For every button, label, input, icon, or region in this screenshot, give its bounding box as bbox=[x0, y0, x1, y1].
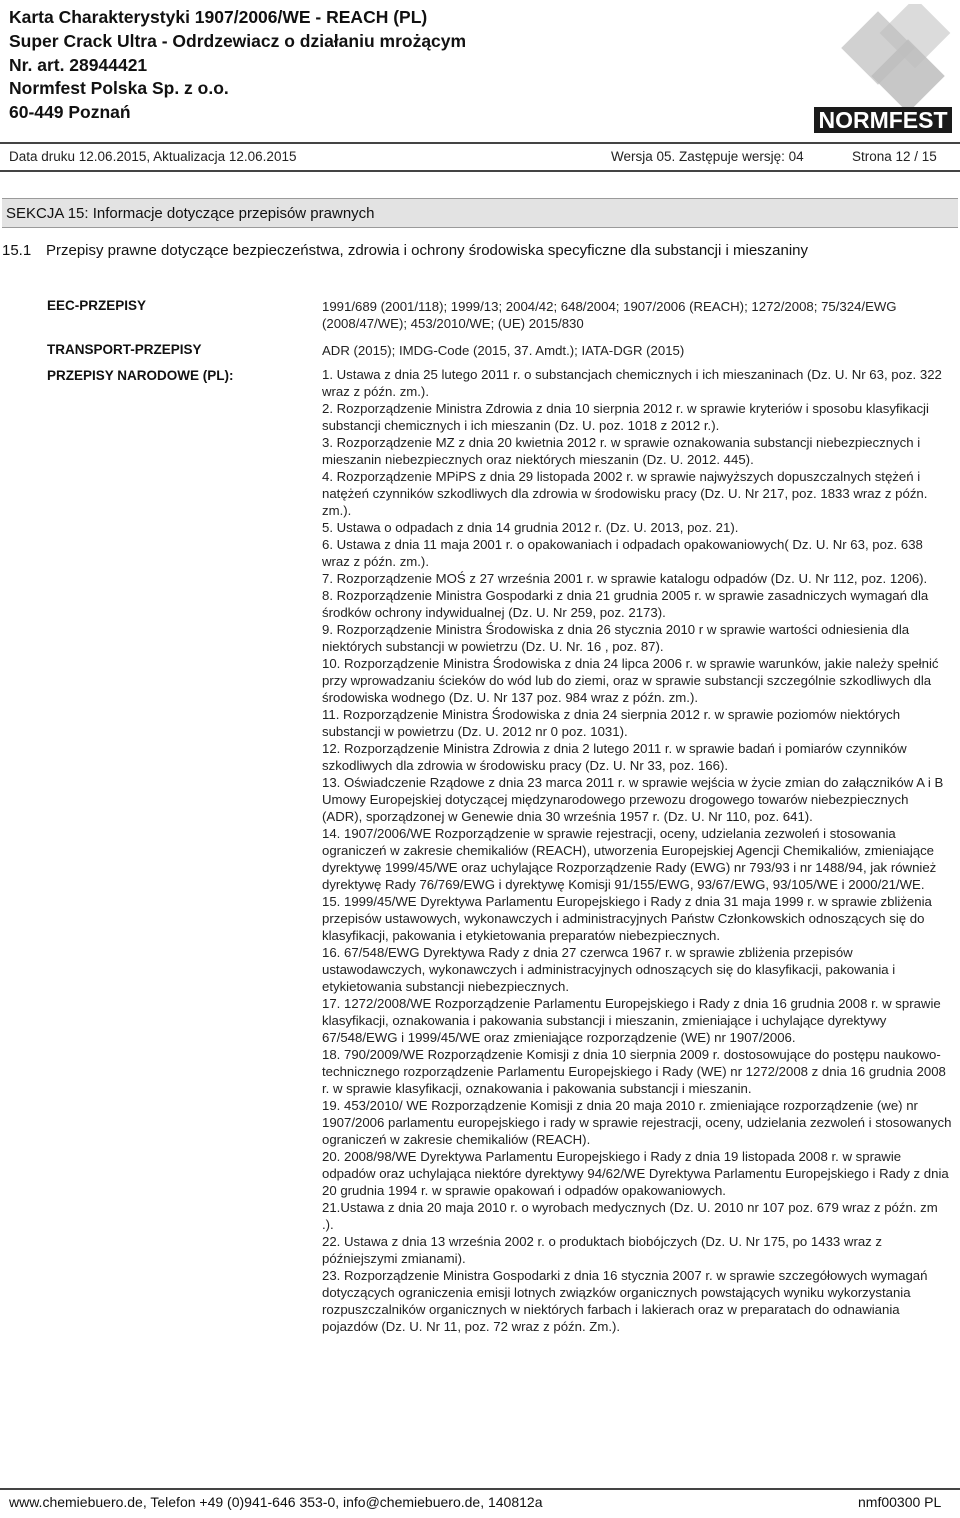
regulation-item: 4. Rozporządzenie MPiPS z dnia 29 listopada 2002 r. w sprawie najwyższych dopuszczalnych stężeń i natężeń czynników szkodliwych dla zdrowia w środowisku pracy (Dz. U. Nr 217, poz. 1833 wraz z późn. zm.). bbox=[322, 469, 928, 518]
eec-value: 1991/689 (2001/118); 1999/13; 2004/42; 648/2004; 1907/2006 (REACH); 1272/2008; 75/324/EWG (2008/47/WE); 453/2010/WE; (UE) 2015/830 bbox=[322, 299, 897, 331]
meta-divider bbox=[0, 170, 960, 172]
article-number: Nr. art. 28944421 bbox=[9, 54, 148, 75]
section-title: SEKCJA 15: Informacje dotyczące przepisów prawnych bbox=[6, 205, 375, 222]
document-title: Karta Charakterystyki 1907/2006/WE - REACH (PL) bbox=[9, 7, 428, 27]
regulation-item: 9. Rozporządzenie Ministra Środowiska z dnia 26 stycznia 2010 r w sprawie wartości odniesienia dla niektórych substancji w powietrzu (Dz. U. Nr. 16 , poz. 87). bbox=[322, 622, 910, 654]
regulation-item: 11. Rozporządzenie Ministra Środowiska z dnia 24 sierpnia 2012 r. w sprawie poziomów niektórych substancji w powietrzu (Dz. U. 2012 nr 0 poz. 1031). bbox=[322, 707, 901, 739]
transport-value: ADR (2015); IMDG-Code (2015, 37. Amdt.); IATA-DGR (2015) bbox=[322, 343, 685, 358]
regulation-item: 5. Ustawa o odpadach z dnia 14 grudnia 2012 r. (Dz. U. 2013, poz. 21). bbox=[322, 520, 739, 535]
regulation-item: 21.Ustawa z dnia 20 maja 2010 r. o wyrobach medycznych (Dz. U. 2010 nr 107 poz. 679 wraz z późn. zm .). bbox=[322, 1200, 938, 1232]
page-number: Strona 12 / 15 bbox=[852, 149, 937, 164]
regulation-item: 3. Rozporządzenie MZ z dnia 20 kwietnia 2012 r. w sprawie oznakowania substancji niebezpiecznych i mieszanin niebezpiecznych oraz niektórych mieszanin (Dz. U. 2012. 445). bbox=[322, 435, 921, 467]
regulation-item: 22. Ustawa z dnia 13 września 2002 r. o produktach biobójczych (Dz. U. Nr 175, po 1433 wraz z późniejszymi zmianami). bbox=[322, 1234, 883, 1266]
version-info: Wersja 05. Zastępuje wersję: 04 bbox=[611, 149, 804, 164]
regulation-item: 23. Rozporządzenie Ministra Gospodarki z dnia 16 stycznia 2007 r. w sprawie szczegółowych wymagań dotyczących ograniczenia emisji lotnych związków organicznych powstających wyniku wykorzystania rozpuszczalników organicznych w niektórych farbach i lakierach oraz w preparatach do odnawiania pojazdów (Dz. U. Nr 11, poz. 72 wraz z późn. Zm.). bbox=[322, 1268, 928, 1334]
regulation-item: 7. Rozporządzenie MOŚ z 27 września 2001 r. w sprawie katalogu odpadów (Dz. U. Nr 112, poz. 1206). bbox=[322, 571, 928, 586]
product-name: Super Crack Ultra - Odrdzewiacz o działaniu mrożącym bbox=[9, 30, 467, 51]
regulation-item: 8. Rozporządzenie Ministra Gospodarki z dnia 21 grudnia 2005 r. w sprawie zasadniczych wymagań dla środków ochrony indywidualnej (Dz. U. Nr 259, poz. 2173). bbox=[322, 588, 929, 620]
normfest-logo-graphic bbox=[812, 4, 954, 136]
regulation-item: 17. 1272/2008/WE Rozporządzenie Parlamentu Europejskiego i Rady z dnia 16 grudnia 2008 r. w sprawie klasyfikacji, oznakowania i pakowania substancji i mieszanin, zmieniające i uchylające dyrektywy 67/548/EWG i 1999/45/WE oraz zmieniające rozporządzenie (WE) nr 1907/2006. bbox=[322, 996, 941, 1045]
regulation-item: 18. 790/2009/WE Rozporządzenie Komisji z dnia 10 sierpnia 2009 r. dostosowujące do postępu naukowo-technicznego rozporządzenie Parlamentu Europejskiego i Rady (WE) nr 1272/2008 z dnia 16 grudnia 2008 r. w sprawie klasyfikacji, oznakowania i pakowania substancji i mieszanin. bbox=[322, 1047, 946, 1096]
regulation-item: 12. Rozporządzenie Ministra Zdrowia z dnia 2 lutego 2011 r. w sprawie badań i pomiarów czynników szkodliwych dla zdrowia w środowisku pracy (Dz. U. Nr 33, poz. 166). bbox=[322, 741, 907, 773]
document-header bbox=[9, 6, 789, 125]
footer-divider bbox=[0, 1488, 960, 1490]
regulation-item: 16. 67/548/EWG Dyrektywa Rady z dnia 27 czerwca 1967 r. w sprawie zbliżenia przepisów ustawodawczych, wykonawczych i administracyjnych odnoszących się do klasyfikacji, pakowania i etykietowania substancji niebezpiecznych. bbox=[322, 945, 896, 994]
print-date: Data druku 12.06.2015, Aktualizacja 12.06.2015 bbox=[9, 149, 297, 164]
regulation-item: 2. Rozporządzenie Ministra Zdrowia z dnia 10 sierpnia 2012 r. w sprawie kryteriów i sposobu klasyfikacji substancji chemicznych i ich mieszanin (Dz. U. poz. 1018 z 2012 r.). bbox=[322, 401, 929, 433]
company-city: 60-449 Poznań bbox=[9, 102, 131, 123]
logo-text: NORMFEST bbox=[818, 107, 948, 133]
regulation-item: 14. 1907/2006/WE Rozporządzenie w sprawie rejestracji, oceny, udzielania zezwoleń i stosowania ograniczeń w zakresie chemikaliów (REACH), utworzenia Europejskiej Agencji Chemikaliów, zmieniające dyrektywę 1999/45/WE oraz uchylające Rozporządzenie Rady (EWG) nr 793/93 i nr 1488/94, jak również dyrektywę Rady 76/769/EWG i dyrektywę Komisji 91/155/EWG, 93/67/EWG, 93/105/WE i 2000/21/WE. bbox=[322, 826, 937, 892]
subsection-number: 15.1 bbox=[2, 242, 32, 259]
company-name: Normfest Polska Sp. z o.o. bbox=[9, 78, 229, 99]
regulation-item: 20. 2008/98/WE Dyrektywa Parlamentu Europejskiego i Rady z dnia 19 listopada 2008 r. w sprawie odpadów oraz uchylająca niektóre dyrektywy 94/62/WE Dyrektywa Parlamentu Europejskiego i Rady z dnia 20 grudnia 1994 r. w sprawie opakowań i odpadów opakowaniowych. bbox=[322, 1149, 949, 1198]
regulation-item: 19. 453/2010/ WE Rozporządzenie Komisji z dnia 20 maja 2010 r. zmieniające rozporządzenie (we) nr 1907/2006 parlamentu europejskiego i rady w sprawie rejestracji, oceny, udzielania zezwoleń i stosowanych ograniczeń w zakresie chemikaliów (REACH). bbox=[322, 1098, 952, 1147]
subsection-title: Przepisy prawne dotyczące bezpieczeństwa, zdrowia i ochrony środowiska specyficzne dla substancji i mieszaniny bbox=[46, 242, 809, 259]
regulation-item: 15. 1999/45/WE Dyrektywa Parlamentu Europejskiego i Rady z dnia 31 maja 1999 r. w sprawie zbliżenia przepisów ustawowych, wykonawczych i administracyjnych Państw Członkowskich odnoszących się do klasyfikacji, pakowania i etykietowania preparatów niebezpiecznych. bbox=[322, 894, 932, 943]
regulation-item: 1. Ustawa z dnia 25 lutego 2011 r. o substancjach chemicznych i ich mieszaninach (Dz. U. Nr 63, poz. 322 wraz z późn. zm.). bbox=[322, 367, 942, 399]
national-label: PRZEPISY NARODOWE (PL): bbox=[47, 368, 234, 383]
section-heading bbox=[2, 198, 958, 228]
transport-label: TRANSPORT-PRZEPISY bbox=[47, 342, 202, 357]
regulation-item: 10. Rozporządzenie Ministra Środowiska z dnia 24 lipca 2006 r. w sprawie warunków, jakie należy spełnić przy wprowadzaniu ścieków do wód lub do ziemi, oraz w sprawie substancji szczególnie szkodliwych dla środowiska wodnego (Dz. U. Nr 137 poz. 984 wraz z późn. zm.). bbox=[322, 656, 939, 705]
regulation-item: 13. Oświadczenie Rządowe z dnia 23 marca 2011 r. w sprawie wejścia w życie zmian do załączników A i B Umowy Europejskiej dotyczącej międzynarodowego przewozu drogowego towarów niebezpiecznych (ADR), sporządzonej w Genewie dnia 30 września 1957 r. (Dz. U. Nr 110, poz. 641). bbox=[322, 775, 944, 824]
national-regulations-list bbox=[322, 366, 952, 1335]
regulation-item: 6. Ustawa z dnia 11 maja 2001 r. o opakowaniach i odpadach opakowaniowych( Dz. U. Nr 63, poz. 638 wraz z późn. zm.). bbox=[322, 537, 923, 569]
subsection-heading bbox=[2, 240, 902, 262]
normfest-logo bbox=[812, 4, 954, 136]
eec-label: EEC-PRZEPISY bbox=[47, 298, 147, 313]
header-divider bbox=[0, 142, 960, 144]
footer-contact: www.chemiebuero.de, Telefon +49 (0)941-646 353-0, info@chemiebuero.de, 140812a bbox=[9, 1494, 543, 1510]
footer-doc-code: nmf00300 PL bbox=[858, 1494, 942, 1510]
